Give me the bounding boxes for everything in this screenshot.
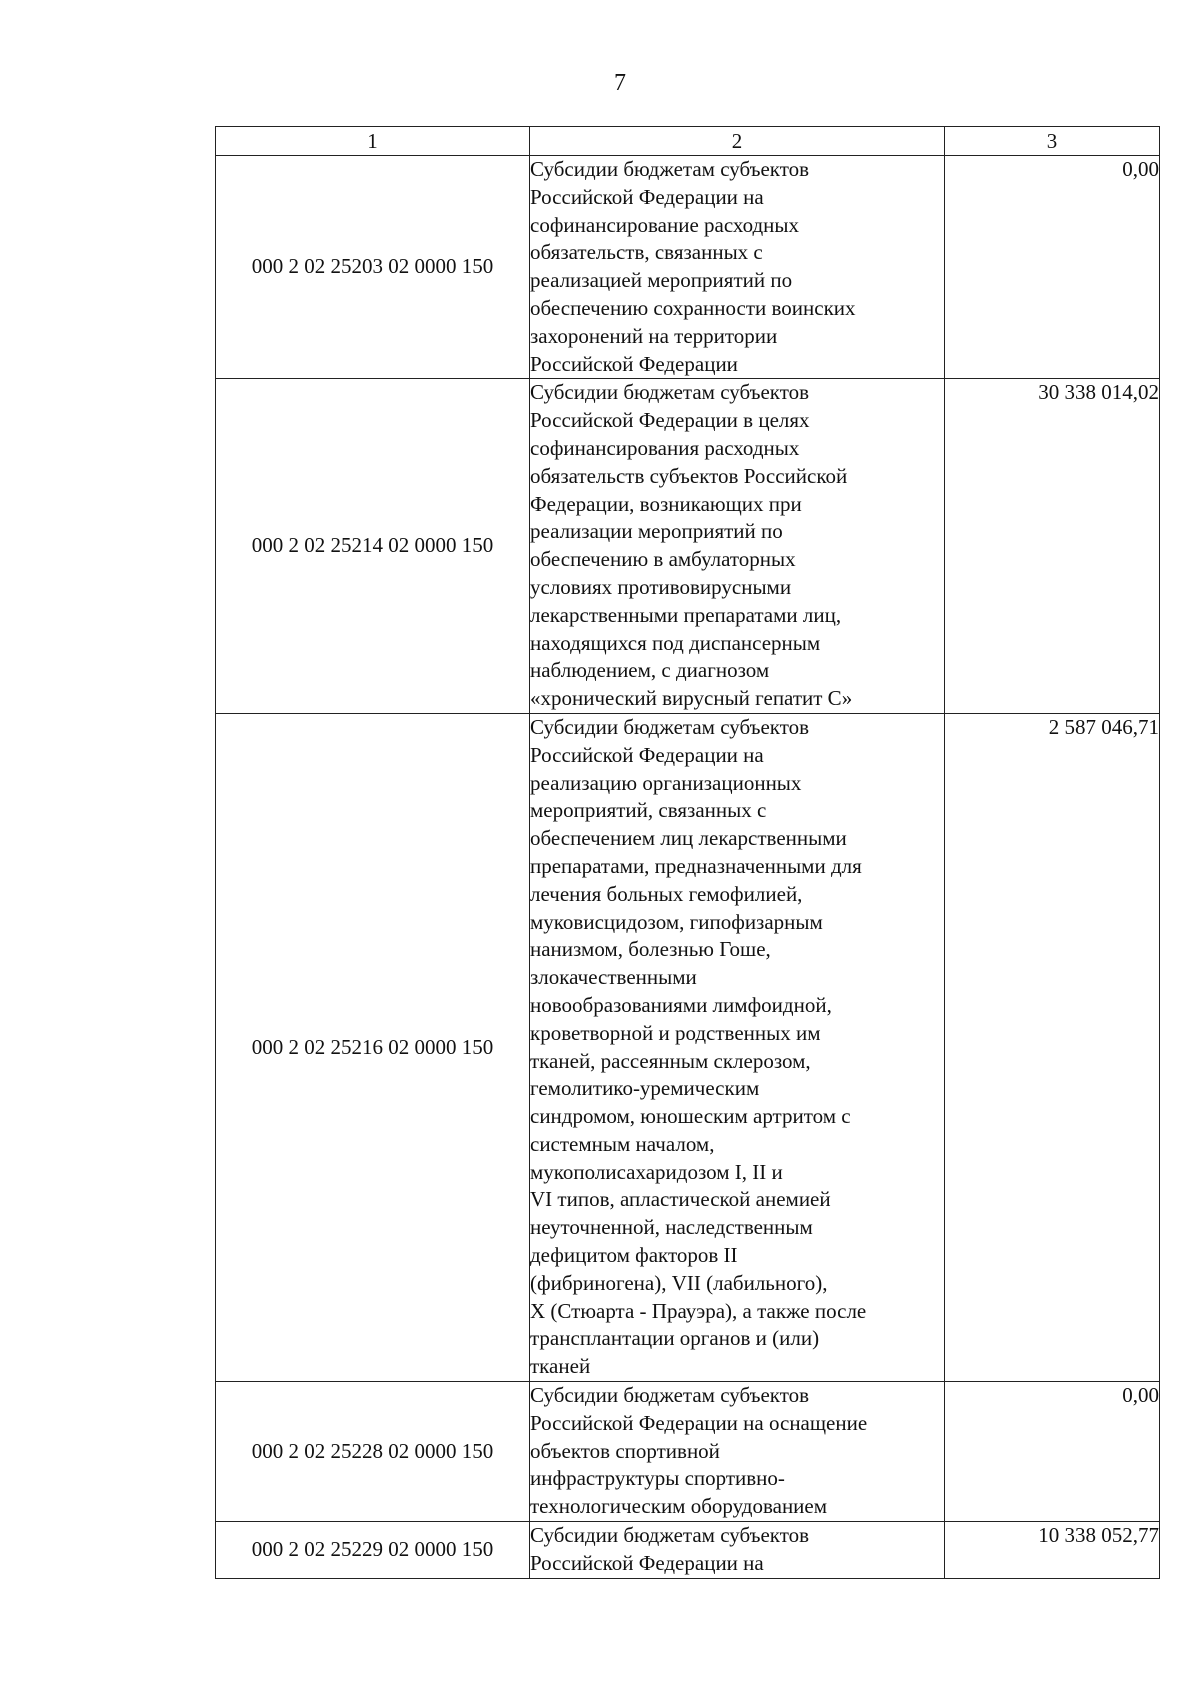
amount-cell: 0,00 [945,1382,1160,1522]
income-name-line: Российской Федерации на [530,742,764,767]
income-name-line: обязательств, связанных с [530,240,763,265]
income-name-line: условиях противовирусными [530,574,792,599]
income-name-line: синдромом, юношеским артритом с [530,1104,851,1129]
income-name-line: Российской Федерации на оснащение [530,1410,868,1435]
budget-code-cell: 000 2 02 25229 02 0000 150 [216,1522,530,1579]
income-name-line: Субсидии бюджетам субъектов [530,157,810,181]
table-row [216,379,1160,714]
amount-cell: 2 587 046,71 [945,713,1160,1381]
income-name-line: софинансирование расходных [530,212,800,237]
income-name-line: тканей [530,1354,591,1379]
income-name-line: мероприятий, связанных с [530,798,767,823]
income-name-line: захоронений на территории [530,323,778,348]
income-name-line: трансплантации органов и (или) [530,1326,820,1351]
income-name-line: препаратами, предназначенными для [530,853,862,878]
income-name-cell [530,156,945,379]
table-row [216,1522,1160,1579]
income-name-line: Субсидии бюджетам субъектов [530,1523,810,1548]
income-name-line: реализацию организационных [530,770,802,795]
income-name-line: Федерации, возникающих при [530,491,802,516]
amount-cell: 0,00 [945,156,1160,379]
income-name-line: неуточненной, наследственным [530,1215,813,1240]
income-name-line: мукополисахаридозом I, II и [530,1159,783,1184]
income-name-line: новообразованиями лимфоидной, [530,992,832,1017]
income-name-line: Российской Федерации на [530,1550,764,1575]
table-row [216,713,1160,1381]
income-name-line: дефицитом факторов II [530,1243,738,1268]
budget-code-cell: 000 2 02 25203 02 0000 150 [216,156,530,379]
income-name-line: объектов спортивной [530,1438,720,1463]
income-name-line: Российской Федерации на [530,184,764,209]
income-name-line: находящихся под диспансерным [530,630,821,655]
budget-code-cell: 000 2 02 25214 02 0000 150 [216,379,530,714]
budget-table-body [216,127,1160,1579]
income-name-line: софинансирования расходных [530,435,800,460]
income-name-line: реализацией мероприятий по [530,268,793,293]
budget-code-cell: 000 2 02 25228 02 0000 150 [216,1382,530,1522]
income-name-line: Субсидии бюджетам субъектов [530,380,810,405]
income-name-line: гемолитико-уремическим [530,1076,760,1101]
income-name-line: муковисцидозом, гипофизарным [530,909,823,934]
income-name-line: обеспечению в амбулаторных [530,547,796,572]
income-name-line: (фибриногена), VII (лабильного), [530,1270,828,1295]
income-name-line: лекарственными препаратами лиц, [530,602,842,627]
income-name-line: кроветворной и родственных им [530,1020,821,1045]
income-name-line: технологическим оборудованием [530,1494,828,1519]
income-name-cell [530,379,945,714]
income-name-line: тканей, рассеянным склерозом, [530,1048,811,1073]
income-name-line: системным началом, [530,1131,715,1156]
column-header-2: 2 [530,127,945,156]
income-name-line: реализации мероприятий по [530,519,783,544]
income-name-line: VI типов, апластической анемией [530,1187,831,1212]
income-name-line: злокачественными [530,965,697,990]
table-header-row [216,127,1160,156]
budget-table [215,126,1160,1579]
income-name-cell [530,713,945,1381]
income-name-line: обеспечению сохранности воинских [530,295,856,320]
income-name-cell [530,1522,945,1579]
income-name-line: X (Стюарта - Прауэра), а также после [530,1298,867,1323]
column-header-3: 3 [945,127,1160,156]
income-name-cell [530,1382,945,1522]
income-name-line: обеспечением лиц лекарственными [530,826,847,851]
income-name-line: обязательств субъектов Российской [530,463,848,488]
page-number: 7 [614,70,626,96]
amount-cell: 30 338 014,02 [945,379,1160,714]
income-name-line: Субсидии бюджетам субъектов [530,1383,810,1408]
budget-code-cell: 000 2 02 25216 02 0000 150 [216,713,530,1381]
income-name-line: Российской Федерации в целях [530,408,810,433]
table-row [216,156,1160,379]
income-name-line: наблюдением, с диагнозом [530,658,770,683]
income-name-line: нанизмом, болезнью Гоше, [530,937,771,962]
income-name-line: лечения больных гемофилией, [530,881,803,906]
income-name-line: Субсидии бюджетам субъектов [530,714,810,739]
column-header-1: 1 [216,127,530,156]
income-name-line: «хронический вирусный гепатит С» [530,686,853,711]
income-name-line: Российской Федерации [530,351,738,376]
income-name-line: инфраструктуры спортивно- [530,1466,785,1491]
amount-cell: 10 338 052,77 [945,1522,1160,1579]
table-row [216,1382,1160,1522]
